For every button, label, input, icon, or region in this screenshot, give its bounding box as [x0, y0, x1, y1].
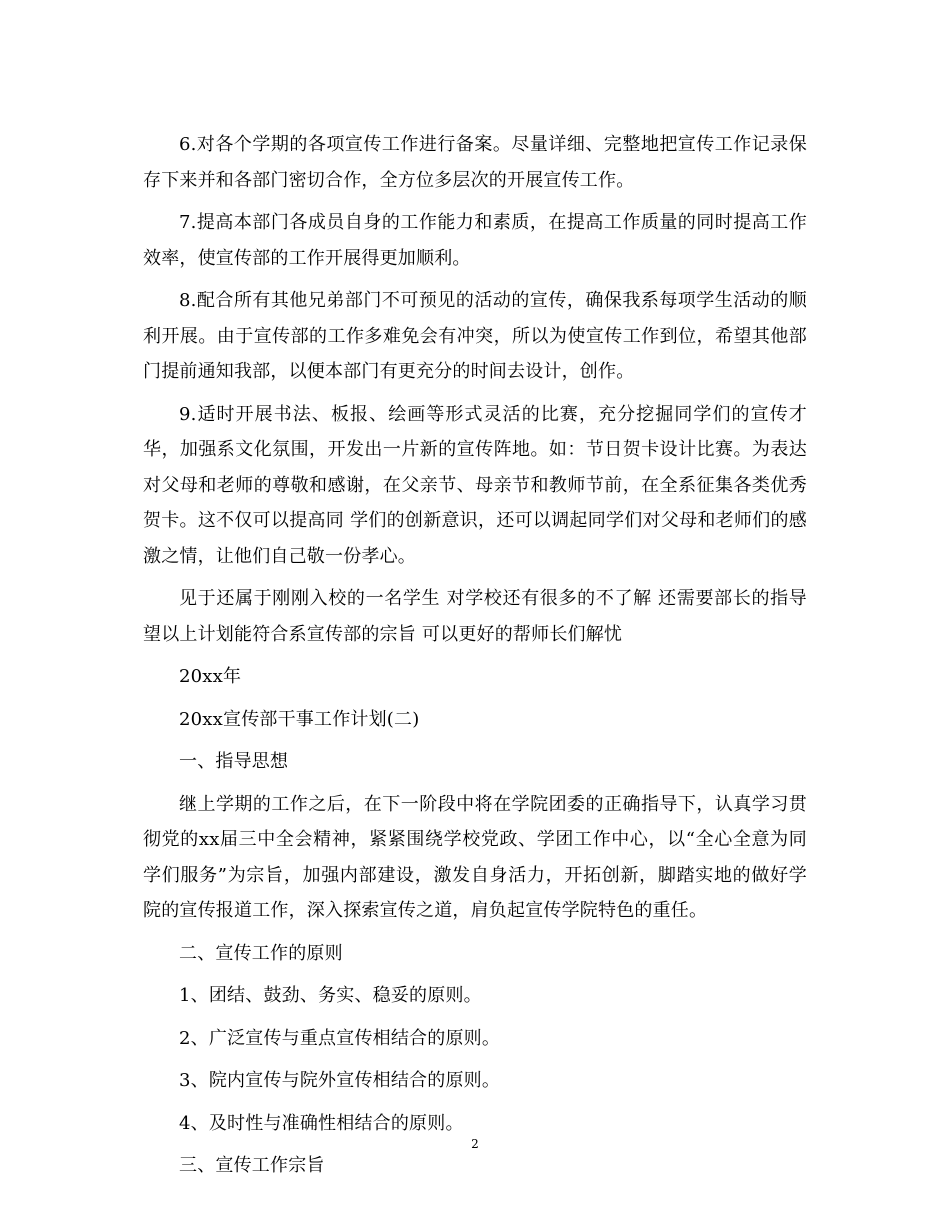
- section-title: 20xx宣传部干事工作计划(二): [179, 708, 420, 730]
- paragraph-item-7: 7.提高本部门各成员自身的工作能力和素质，在提高工作质量的同时提高工作效率，使宣传部的工作开展得更加顺利。: [143, 212, 807, 269]
- date-line: 20xx年: [179, 666, 242, 687]
- principle-item-1: 1、团结、鼓劲、务实、稳妥的原则。: [179, 985, 482, 1006]
- paragraph-item-8: 8.配合所有其他兄弟部门不可预见的活动的宣传，确保我系每项学生活动的顺利开展。由于宣传部的工作多难免会有冲突，所以为使宣传工作到位，希望其他部门提前通知我部，以便本部门有更充分的时间去设计，创作。: [143, 290, 807, 382]
- heading-principles: 二、宣传工作的原则: [179, 942, 343, 964]
- closing-remark: 见于还属于刚刚入校的一名学生 对学校还有很多的不了解 还需要部长的指导 望以上计划能符合系宣传部的宗旨 可以更好的帮师长们解忧: [143, 588, 807, 645]
- guiding-ideology-text: 继上学期的工作之后，在下一阶段中将在学院团委的正确指导下，认真学习贯彻党的xx届三中全会精神，紧紧围绕学校党政、学团工作中心，以“全心全意为同学们服务”为宗旨，加强内部建设，激发自身活力，开拓创新，脚踏实地的做好学院的宣传报道工作，深入探索宣传之道，肩负起宣传学院特色的重任。: [143, 793, 807, 921]
- paragraph-item-6: 6.对各个学期的各项宣传工作进行备案。尽量详细、完整地把宣传工作记录保存下来并和各部门密切合作，全方位多层次的开展宣传工作。: [143, 134, 807, 191]
- principle-item-2: 2、广泛宣传与重点宣传相结合的原则。: [179, 1027, 501, 1049]
- principle-item-4: 4、及时性与准确性相结合的原则。: [179, 1112, 464, 1134]
- page-number: 2: [471, 1137, 479, 1151]
- paragraph-item-9: 9.适时开展书法、板报、绘画等形式灵活的比赛，充分挖掘同学们的宣传才华，加强系文化氛围，开发出一片新的宣传阵地。如：节日贺卡设计比赛。为表达对父母和老师的尊敬和感谢，在父亲节、母亲节和教师节前，在全系征集各类优秀贺卡。这不仅可以提高同 学们的创新意识，还可以调起同学们对父母和老师们的感激之情，让他们自己敬一份孝心。: [143, 403, 807, 567]
- heading-guiding-ideology: 一、指导思想: [179, 751, 289, 772]
- principle-item-3: 3、院内宣传与院外宣传相结合的原则。: [179, 1070, 501, 1091]
- document-body: [143, 127, 807, 1191]
- heading-purpose: 三、宣传工作宗旨: [179, 1155, 325, 1176]
